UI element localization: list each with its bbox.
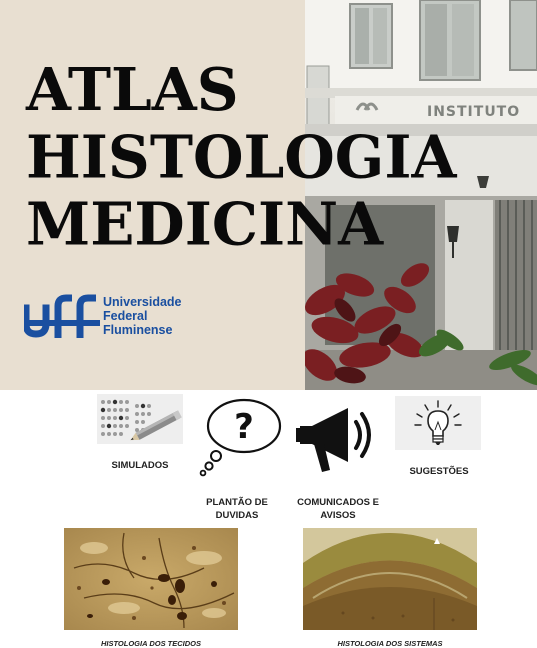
histologia-tecidos-link[interactable] — [64, 528, 238, 648]
sugestoes-label: SUGESTÕES — [409, 466, 469, 477]
plantao-label — [192, 496, 282, 522]
comunicados-label-line: COMUNICADOS E — [297, 497, 379, 508]
megaphone-icon — [292, 400, 384, 476]
building-sign: INSTITUTO — [427, 104, 521, 120]
title-line: ATLAS — [26, 55, 239, 125]
plantao-label-line: PLANTÃO DE — [206, 497, 268, 508]
question-thought-bubble-icon — [192, 398, 282, 478]
sugestoes-link[interactable] — [395, 396, 483, 478]
uff-name-line: Fluminense — [103, 323, 173, 337]
title-line: MEDICINA — [26, 189, 384, 259]
comunicados-label-line: AVISOS — [320, 510, 356, 521]
answer-sheet-pencil-icon — [97, 394, 183, 444]
uff-logo[interactable] — [24, 294, 194, 340]
tissue-micrograph-image — [64, 528, 238, 630]
uff-name — [103, 295, 182, 337]
uff-mark-icon — [24, 294, 102, 340]
plantao-label-line: DUVIDAS — [215, 510, 259, 521]
simulados-link[interactable] — [96, 394, 184, 474]
comunicados-label — [292, 496, 384, 522]
simulados-label: SIMULADOS — [111, 460, 169, 471]
title-line: HISTOLOGIA — [26, 122, 457, 192]
comunicados-avisos-link[interactable] — [292, 398, 384, 524]
uff-name-line: Federal — [103, 309, 148, 323]
atlas-title — [26, 56, 456, 258]
uff-name-line: Universidade — [103, 295, 182, 309]
tecidos-caption: HISTOLOGIA DOS TECIDOS — [100, 639, 201, 648]
histologia-sistemas-link[interactable] — [303, 528, 477, 648]
system-micrograph-image — [303, 528, 477, 630]
plantao-duvidas-link[interactable] — [192, 398, 282, 524]
sistemas-caption: HISTOLOGIA DOS SISTEMAS — [337, 639, 443, 648]
lightbulb-icon — [395, 396, 481, 450]
svg-text:?: ? — [234, 407, 254, 447]
